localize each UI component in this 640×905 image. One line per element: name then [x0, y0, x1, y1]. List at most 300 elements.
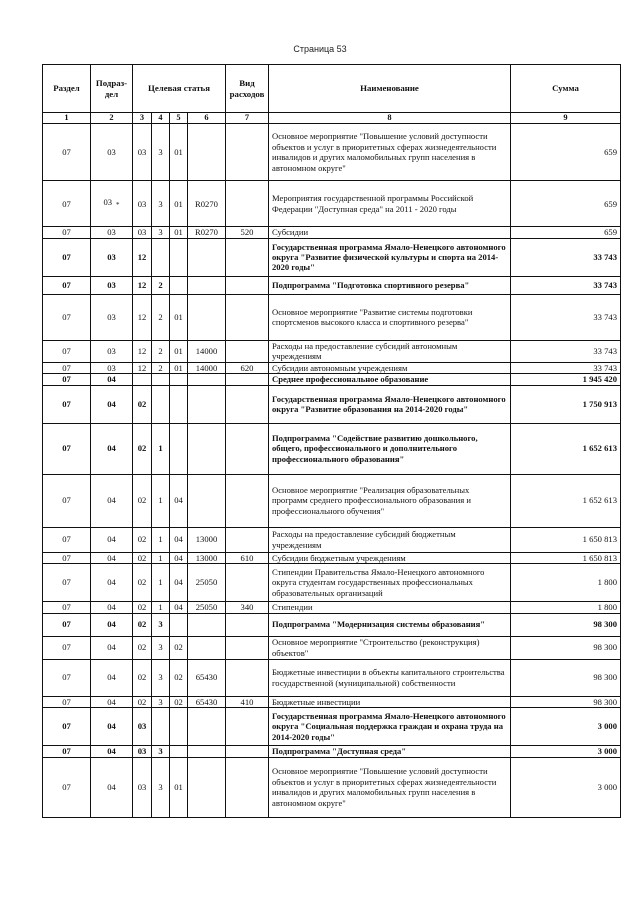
cell-sum: 1 800	[511, 564, 621, 602]
table-row	[43, 659, 621, 696]
cell-direction-value: 65430	[195, 696, 218, 707]
cell-section-value: 07	[62, 345, 71, 356]
cell-measure	[170, 238, 188, 276]
cell-subprogram	[152, 552, 170, 563]
cell-name: Бюджетные инвестиции в объекты капитального строительства государственной (муниципальной) собственности	[269, 659, 511, 696]
cell-subprogram	[152, 757, 170, 817]
column-number: 5	[170, 113, 188, 124]
cell-subsection	[91, 124, 133, 181]
cell-sum: 1 945 420	[511, 374, 621, 385]
cell-subprogram-value: 1	[158, 443, 163, 454]
cell-direction-value: 25050	[195, 602, 218, 613]
table-row	[43, 423, 621, 474]
column-number: 1	[43, 113, 91, 124]
cell-section-value: 07	[62, 443, 71, 454]
cell-subsection-value: 04	[107, 642, 116, 653]
cell-subsection-value: 04	[107, 534, 116, 545]
cell-expense-type	[226, 340, 269, 362]
cell-measure-value: 01	[174, 198, 183, 209]
cell-measure-value: 04	[174, 577, 183, 588]
cell-section-value: 07	[62, 642, 71, 653]
cell-section	[43, 423, 91, 474]
cell-sum: 659	[511, 181, 621, 227]
cell-expense-type	[226, 613, 269, 636]
cell-subsection-value: 04	[107, 495, 116, 506]
cell-section	[43, 564, 91, 602]
cell-direction	[188, 564, 226, 602]
cell-direction	[188, 423, 226, 474]
cell-subprogram-value: 2	[158, 362, 163, 373]
cell-name: Государственная программа Ямало-Ненецкого автономного округа "Развитие образования на 2014-2020 годы"	[269, 385, 511, 423]
cell-subsection	[91, 385, 133, 423]
cell-subprogram	[152, 181, 170, 227]
cell-subprogram-value: 2	[158, 279, 163, 290]
cell-measure-value: 02	[174, 642, 183, 653]
cell-subsection-value: 03	[107, 362, 116, 373]
cell-program-value: 03	[137, 147, 147, 157]
cell-subprogram-value: 3	[158, 227, 163, 238]
cell-measure	[170, 227, 188, 238]
cell-expense-type	[226, 227, 269, 238]
cell-expense-type	[226, 746, 269, 757]
column-number: 9	[511, 113, 621, 124]
column-number: 2	[91, 113, 133, 124]
cell-section	[43, 696, 91, 707]
cell-program	[133, 564, 152, 602]
cell-measure-value: 01	[174, 227, 183, 238]
cell-program	[133, 385, 152, 423]
cell-measure	[170, 552, 188, 563]
cell-section	[43, 474, 91, 527]
cell-subsection	[91, 423, 133, 474]
cell-subsection	[91, 227, 133, 238]
header-section: Раздел	[43, 65, 91, 113]
cell-sum: 98 300	[511, 613, 621, 636]
table-row	[43, 374, 621, 385]
cell-name: Государственная программа Ямало-Ненецкого автономного округа "Развитие физической культуры и спорта на 2014-2020 годы"	[269, 238, 511, 276]
cell-measure-value: 04	[174, 534, 183, 545]
cell-subprogram	[152, 636, 170, 659]
cell-program	[133, 552, 152, 563]
column-number-row	[43, 113, 621, 124]
table-row	[43, 124, 621, 181]
table-row	[43, 757, 621, 817]
table-row	[43, 564, 621, 602]
cell-subprogram	[152, 474, 170, 527]
cell-subsection	[91, 181, 133, 227]
cell-section-value: 07	[62, 495, 71, 506]
cell-expense-type-value: 340	[240, 602, 254, 613]
cell-section	[43, 527, 91, 552]
cell-measure-value: 02	[174, 696, 183, 707]
cell-expense-type	[226, 659, 269, 696]
cell-measure-value: 01	[174, 147, 183, 157]
cell-measure	[170, 602, 188, 613]
cell-program-value: 02	[137, 672, 147, 683]
table-row	[43, 613, 621, 636]
cell-program-value: 12	[137, 251, 147, 262]
cell-subsection	[91, 340, 133, 362]
cell-program-value: 03	[137, 746, 147, 757]
cell-subsection-value: 04	[107, 746, 116, 757]
cell-subsection-value: 04	[107, 672, 116, 683]
cell-program-value: 02	[137, 642, 147, 653]
cell-measure-value: 01	[174, 781, 183, 792]
cell-name: Государственная программа Ямало-Ненецкого автономного округа "Социальная поддержка граждан и охрана труда на 2014-2020 годы"	[269, 708, 511, 746]
cell-expense-type	[226, 636, 269, 659]
cell-direction	[188, 124, 226, 181]
cell-subprogram	[152, 362, 170, 373]
cell-name: Среднее профессиональное образование	[269, 374, 511, 385]
cell-direction	[188, 613, 226, 636]
cell-direction-value: R0270	[195, 198, 218, 209]
cell-direction	[188, 340, 226, 362]
cell-measure	[170, 636, 188, 659]
cell-subprogram	[152, 746, 170, 757]
cell-program	[133, 340, 152, 362]
cell-subsection-value: 04	[107, 696, 116, 707]
cell-subprogram	[152, 564, 170, 602]
cell-expense-type-value: 520	[240, 227, 254, 238]
cell-subprogram-value: 1	[158, 577, 163, 588]
cell-section	[43, 340, 91, 362]
cell-section-value: 07	[62, 721, 71, 732]
cell-subsection	[91, 636, 133, 659]
cell-direction	[188, 374, 226, 385]
cell-program	[133, 613, 152, 636]
cell-subsection	[91, 613, 133, 636]
cell-subprogram	[152, 294, 170, 340]
header-sum: Сумма	[511, 65, 621, 113]
cell-subprogram-value: 2	[158, 311, 163, 322]
cell-section	[43, 124, 91, 181]
cell-subprogram-value: 3	[158, 147, 163, 157]
cell-expense-type	[226, 181, 269, 227]
cell-program-value: 12	[137, 362, 147, 373]
cell-measure	[170, 362, 188, 373]
cell-program	[133, 602, 152, 613]
budget-table	[42, 64, 621, 818]
cell-subsection-value: 04	[107, 619, 116, 630]
cell-direction-value: 13000	[195, 534, 218, 545]
cell-section	[43, 238, 91, 276]
cell-program-value: 02	[137, 602, 147, 613]
cell-expense-type	[226, 552, 269, 563]
cell-subsection-value: 03	[107, 311, 116, 322]
cell-section-value: 07	[62, 279, 71, 290]
cell-section-value: 07	[62, 147, 71, 157]
cell-subsection-value: 04	[107, 398, 116, 409]
table-row	[43, 527, 621, 552]
cell-direction	[188, 227, 226, 238]
table-row	[43, 294, 621, 340]
cell-subprogram-value: 3	[158, 746, 163, 757]
cell-direction	[188, 696, 226, 707]
cell-name: Основное мероприятие "Повышение условий доступности объектов и услуг в приоритетных сферах жизнедеятельности инвалидов и других маломобильных групп населения в автономном округе"	[269, 757, 511, 817]
cell-subsection-value: 04	[107, 602, 116, 613]
cell-direction	[188, 659, 226, 696]
cell-subsection-value: 03	[107, 147, 116, 157]
cell-program-value: 12	[137, 279, 147, 290]
cell-sum: 1 650 813	[511, 552, 621, 563]
cell-name: Подпрограмма "Содействие развитию дошкольного, общего, профессионального и дополнительного профессионального образования"	[269, 423, 511, 474]
cell-subprogram-value: 3	[158, 619, 163, 630]
cell-subprogram-value: 1	[158, 534, 163, 545]
table-row	[43, 552, 621, 563]
cell-section-value: 07	[62, 746, 71, 757]
cell-program-value: 02	[137, 534, 147, 545]
cell-program-value: 12	[137, 345, 147, 356]
cell-sum: 98 300	[511, 636, 621, 659]
cell-section	[43, 181, 91, 227]
cell-subsection-value: 03	[107, 279, 116, 290]
cell-direction	[188, 474, 226, 527]
cell-subprogram	[152, 276, 170, 294]
cell-measure	[170, 527, 188, 552]
cell-subprogram-value: 1	[158, 495, 163, 506]
cell-name: Субсидии	[269, 227, 511, 238]
cell-measure	[170, 757, 188, 817]
cell-section-value: 07	[62, 374, 71, 385]
cell-direction	[188, 746, 226, 757]
table-row	[43, 238, 621, 276]
cell-section-value: 07	[62, 672, 71, 683]
cell-program	[133, 227, 152, 238]
cell-section-value: 07	[62, 227, 71, 238]
cell-measure-value: 04	[174, 495, 183, 506]
cell-program	[133, 659, 152, 696]
cell-measure	[170, 613, 188, 636]
cell-direction	[188, 385, 226, 423]
cell-measure	[170, 124, 188, 181]
cell-subsection	[91, 602, 133, 613]
cell-name: Стипендии Правительства Ямало-Ненецкого автономного округа студентам государственных профессиональных образовательных организаций	[269, 564, 511, 602]
cell-measure	[170, 181, 188, 227]
cell-expense-type	[226, 696, 269, 707]
cell-section	[43, 227, 91, 238]
cell-sum: 1 652 613	[511, 423, 621, 474]
table-row	[43, 602, 621, 613]
page-number-label: Страница 53	[293, 44, 347, 54]
table-row	[43, 696, 621, 707]
cell-measure	[170, 276, 188, 294]
cell-subprogram	[152, 423, 170, 474]
table-row	[43, 474, 621, 527]
cell-name: Субсидии бюджетным учреждениям	[269, 552, 511, 563]
cell-measure-value: 02	[174, 672, 183, 683]
table-row	[43, 746, 621, 757]
cell-subsection	[91, 362, 133, 373]
header-name: Наименование	[269, 65, 511, 113]
cell-expense-type-value: 610	[240, 552, 254, 563]
table-row	[43, 362, 621, 373]
cell-program	[133, 238, 152, 276]
cell-program	[133, 294, 152, 340]
column-number: 3	[133, 113, 152, 124]
cell-subsection-value: 03	[107, 251, 116, 262]
cell-measure	[170, 696, 188, 707]
cell-direction	[188, 708, 226, 746]
cell-sum: 3 000	[511, 746, 621, 757]
cell-direction	[188, 527, 226, 552]
cell-program	[133, 474, 152, 527]
cell-section-value: 07	[62, 619, 71, 630]
table-row	[43, 385, 621, 423]
cell-program-value: 02	[137, 577, 147, 588]
cell-name: Расходы на предоставление субсидий автономным учреждениям	[269, 340, 511, 362]
cell-subprogram	[152, 340, 170, 362]
cell-measure-value: 04	[174, 602, 183, 613]
cell-subsection	[91, 527, 133, 552]
cell-subsection	[91, 552, 133, 563]
cell-subsection	[91, 564, 133, 602]
cell-subsection	[91, 746, 133, 757]
cell-direction	[188, 757, 226, 817]
cell-name: Основное мероприятие "Развитие системы подготовки спортсменов высокого класса и спортивного резерва"	[269, 294, 511, 340]
cell-section-value: 07	[62, 534, 71, 545]
column-number: 4	[152, 113, 170, 124]
cell-section	[43, 613, 91, 636]
cell-direction-value: 65430	[195, 672, 218, 683]
cell-measure	[170, 423, 188, 474]
cell-subsection	[91, 696, 133, 707]
cell-section-value: 07	[62, 251, 71, 262]
table-row	[43, 636, 621, 659]
scan-mark: *	[116, 201, 120, 210]
cell-name: Подпрограмма "Доступная среда"	[269, 746, 511, 757]
cell-subsection	[91, 708, 133, 746]
cell-section-value: 07	[62, 552, 71, 563]
cell-name: Подпрограмма "Подготовка спортивного резерва"	[269, 276, 511, 294]
cell-section-value: 07	[62, 781, 71, 792]
cell-section	[43, 294, 91, 340]
cell-program-value: 12	[137, 311, 147, 322]
cell-direction	[188, 602, 226, 613]
cell-program	[133, 757, 152, 817]
cell-subsection-value: 03	[107, 227, 116, 238]
cell-subsection-value: 04	[107, 552, 116, 563]
cell-subsection	[91, 238, 133, 276]
cell-section-value: 07	[62, 696, 71, 707]
cell-program-value: 02	[137, 552, 147, 563]
cell-subsection-value: 04	[107, 721, 116, 732]
cell-sum: 1 652 613	[511, 474, 621, 527]
cell-section	[43, 362, 91, 373]
cell-subprogram	[152, 227, 170, 238]
cell-measure	[170, 474, 188, 527]
cell-subprogram	[152, 613, 170, 636]
cell-expense-type-value: 620	[240, 362, 254, 373]
table-header-row	[43, 65, 621, 113]
cell-sum: 33 743	[511, 340, 621, 362]
header-target-article: Целевая статья	[133, 65, 226, 113]
column-number: 6	[188, 113, 226, 124]
cell-subsection	[91, 276, 133, 294]
cell-sum: 33 743	[511, 362, 621, 373]
cell-section	[43, 659, 91, 696]
cell-subsection-value: 03	[107, 345, 116, 356]
table-row	[43, 276, 621, 294]
cell-program-value: 03	[137, 227, 147, 238]
cell-program-value: 02	[137, 495, 147, 506]
cell-name: Субсидии автономным учреждениям	[269, 362, 511, 373]
cell-section-value: 07	[62, 362, 71, 373]
cell-direction	[188, 238, 226, 276]
cell-section-value: 07	[62, 602, 71, 613]
table-row	[43, 708, 621, 746]
cell-section	[43, 708, 91, 746]
header-subsection: Подраз-дел	[91, 65, 133, 113]
cell-subsection-value: 03	[103, 197, 113, 208]
cell-direction	[188, 552, 226, 563]
cell-sum: 1 800	[511, 602, 621, 613]
cell-subprogram-value: 3	[158, 642, 163, 653]
cell-program	[133, 362, 152, 373]
cell-expense-type	[226, 385, 269, 423]
cell-program	[133, 374, 152, 385]
cell-expense-type	[226, 602, 269, 613]
cell-subsection	[91, 294, 133, 340]
cell-sum: 3 000	[511, 757, 621, 817]
cell-section-value: 07	[62, 398, 71, 409]
cell-sum: 33 743	[511, 294, 621, 340]
cell-subsection-value: 04	[107, 374, 116, 385]
cell-program-value: 03	[137, 721, 147, 732]
cell-subprogram	[152, 659, 170, 696]
cell-measure	[170, 294, 188, 340]
cell-expense-type	[226, 708, 269, 746]
cell-subprogram-value: 3	[158, 696, 163, 707]
cell-section	[43, 385, 91, 423]
cell-program-value: 02	[137, 398, 147, 409]
cell-expense-type	[226, 527, 269, 552]
cell-subsection-value: 04	[107, 443, 116, 454]
cell-measure	[170, 659, 188, 696]
cell-sum: 1 750 913	[511, 385, 621, 423]
cell-subprogram-value: 1	[158, 552, 163, 563]
cell-section	[43, 746, 91, 757]
cell-measure	[170, 374, 188, 385]
cell-program	[133, 746, 152, 757]
cell-program	[133, 423, 152, 474]
cell-measure-value: 01	[174, 345, 183, 356]
cell-expense-type	[226, 276, 269, 294]
cell-subsection-value: 04	[107, 577, 116, 588]
cell-section-value: 07	[62, 577, 71, 588]
cell-section-value: 07	[62, 311, 71, 322]
cell-name: Основное мероприятие "Повышение условий доступности объектов и услуг в приоритетных сферах жизнедеятельности инвалидов и других маломобильных групп населения в автономном округе"	[269, 124, 511, 181]
cell-measure	[170, 746, 188, 757]
cell-name: Расходы на предоставление субсидий бюджетным учреждениям	[269, 527, 511, 552]
cell-measure-value: 01	[174, 362, 183, 373]
cell-section	[43, 374, 91, 385]
column-number: 7	[226, 113, 269, 124]
cell-direction-value: 14000	[195, 345, 218, 356]
cell-subsection	[91, 659, 133, 696]
cell-sum: 659	[511, 227, 621, 238]
cell-subprogram	[152, 696, 170, 707]
cell-sum: 98 300	[511, 659, 621, 696]
table-row	[43, 340, 621, 362]
cell-program	[133, 636, 152, 659]
cell-expense-type	[226, 564, 269, 602]
cell-expense-type	[226, 362, 269, 373]
cell-sum: 3 000	[511, 708, 621, 746]
header-expense-type: Вид расходов	[226, 65, 269, 113]
cell-section	[43, 276, 91, 294]
cell-subsection	[91, 374, 133, 385]
cell-expense-type	[226, 238, 269, 276]
